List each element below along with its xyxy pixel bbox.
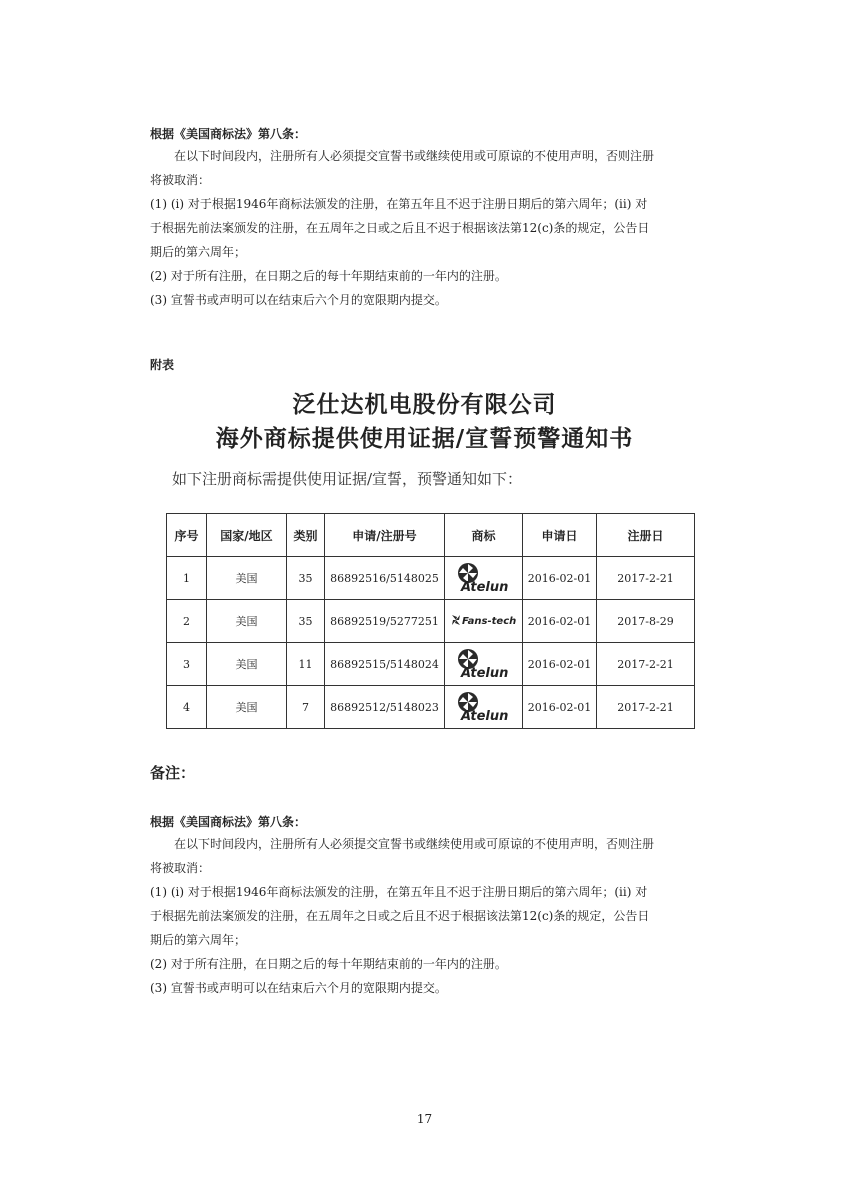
header-country: 国家/地区 xyxy=(207,514,287,557)
section-line: 将被取消： xyxy=(150,173,211,187)
cell-country: 美国 xyxy=(207,600,287,643)
notice-title: 海外商标提供使用证据/宣誓预警通知书 xyxy=(215,426,634,452)
legal-section-bottom xyxy=(150,812,690,1000)
table-row xyxy=(167,686,695,729)
legal-section-top xyxy=(150,124,690,312)
fans-tech-logo-icon xyxy=(451,610,517,630)
cell-no: 4 xyxy=(167,686,207,729)
cell-reg-date: 2017-2-21 xyxy=(597,643,695,686)
table-row xyxy=(167,600,695,643)
cell-no: 1 xyxy=(167,557,207,600)
section-line: 于根据先前法案颁发的注册，在五周年之日或之后且不迟于根据该法第12(c)条的规定，公告日 xyxy=(150,221,650,235)
section-line: 在以下时间段内，注册所有人必须提交宣誓书或继续使用或可原谅的不使用声明，否则注册 xyxy=(174,149,655,163)
section-line: 于根据先前法案颁发的注册，在五周年之日或之后且不迟于根据该法第12(c)条的规定，公告日 xyxy=(150,909,650,923)
section-line: 将被取消： xyxy=(150,861,211,875)
remark-label: 备注： xyxy=(150,764,196,782)
header-apply-date: 申请日 xyxy=(523,514,597,557)
atelun-logo-icon xyxy=(451,689,517,723)
cell-number: 86892512/5148023 xyxy=(325,686,445,729)
atelun-logo-icon xyxy=(451,646,517,680)
section-line: (3) 宣誓书或声明可以在结束后六个月的宽限期内提交。 xyxy=(150,293,447,307)
appendix-label: 附表 xyxy=(150,358,175,372)
cell-class: 35 xyxy=(287,557,325,600)
cell-class: 35 xyxy=(287,600,325,643)
table-row xyxy=(167,643,695,686)
cell-logo xyxy=(445,600,523,643)
section-line: (1) (i) 对于根据1946年商标法颁发的注册，在第五年且不迟于注册日期后的第六周年；(ii) 对 xyxy=(150,197,648,211)
cell-country: 美国 xyxy=(207,557,287,600)
atelun-logo-icon xyxy=(451,560,517,594)
header-no: 序号 xyxy=(167,514,207,557)
cell-logo xyxy=(445,643,523,686)
cell-no: 2 xyxy=(167,600,207,643)
table-header-row xyxy=(167,514,695,557)
trademark-table xyxy=(166,513,695,729)
cell-apply-date: 2016-02-01 xyxy=(523,600,597,643)
cell-class: 11 xyxy=(287,643,325,686)
cell-reg-date: 2017-2-21 xyxy=(597,686,695,729)
svg-text:Atelun: Atelun xyxy=(460,665,508,680)
section-line: 期后的第六周年； xyxy=(150,933,247,947)
header-class: 类别 xyxy=(287,514,325,557)
cell-number: 86892516/5148025 xyxy=(325,557,445,600)
cell-logo xyxy=(445,686,523,729)
cell-apply-date: 2016-02-01 xyxy=(523,643,597,686)
section-heading: 根据《美国商标法》第八条： xyxy=(150,127,307,141)
svg-text:Atelun: Atelun xyxy=(460,708,508,723)
svg-text:Fans-tech: Fans-tech xyxy=(461,615,516,627)
table-row xyxy=(167,557,695,600)
section-line: (2) 对于所有注册，在日期之后的每十年期结束前的一年内的注册。 xyxy=(150,269,507,283)
cell-apply-date: 2016-02-01 xyxy=(523,557,597,600)
header-number: 申请/注册号 xyxy=(325,514,445,557)
page-number: 17 xyxy=(416,1112,433,1126)
cell-no: 3 xyxy=(167,643,207,686)
section-line: 期后的第六周年； xyxy=(150,245,247,259)
section-line: (2) 对于所有注册，在日期之后的每十年期结束前的一年内的注册。 xyxy=(150,957,507,971)
cell-reg-date: 2017-2-21 xyxy=(597,557,695,600)
cell-reg-date: 2017-8-29 xyxy=(597,600,695,643)
section-heading: 根据《美国商标法》第八条： xyxy=(150,815,307,829)
cell-country: 美国 xyxy=(207,686,287,729)
intro-text: 如下注册商标需提供使用证据/宣誓，预警通知如下： xyxy=(172,470,523,488)
cell-class: 7 xyxy=(287,686,325,729)
section-line: (1) (i) 对于根据1946年商标法颁发的注册，在第五年且不迟于注册日期后的第六周年；(ii) 对 xyxy=(150,885,648,899)
svg-text:Atelun: Atelun xyxy=(460,579,508,594)
company-title: 泛仕达机电股份有限公司 xyxy=(292,392,557,418)
cell-country: 美国 xyxy=(207,643,287,686)
cell-number: 86892519/5277251 xyxy=(325,600,445,643)
cell-apply-date: 2016-02-01 xyxy=(523,686,597,729)
cell-number: 86892515/5148024 xyxy=(325,643,445,686)
header-logo: 商标 xyxy=(445,514,523,557)
header-reg-date: 注册日 xyxy=(597,514,695,557)
section-line: (3) 宣誓书或声明可以在结束后六个月的宽限期内提交。 xyxy=(150,981,447,995)
section-line: 在以下时间段内，注册所有人必须提交宣誓书或继续使用或可原谅的不使用声明，否则注册 xyxy=(174,837,655,851)
cell-logo xyxy=(445,557,523,600)
